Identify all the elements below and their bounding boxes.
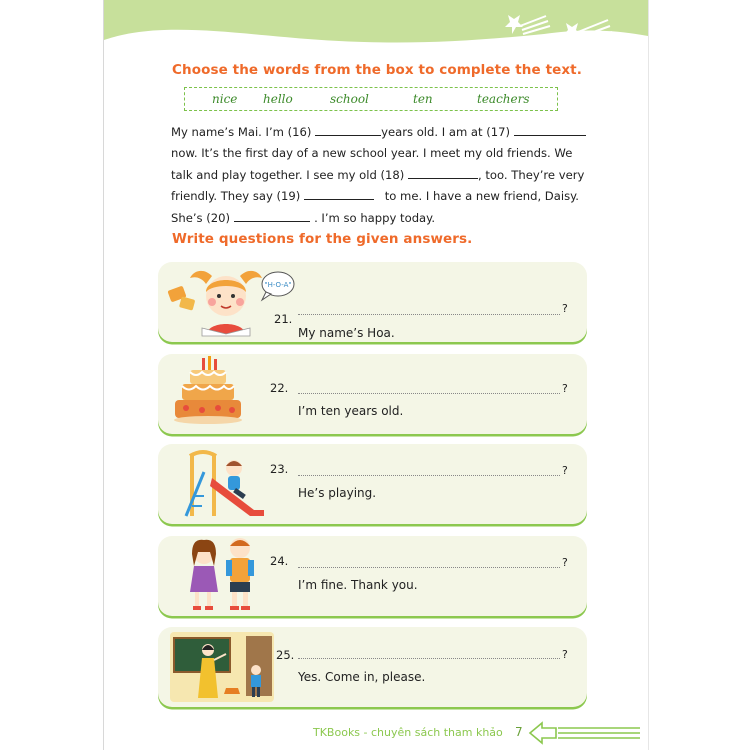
question-mark: ?	[562, 648, 568, 661]
page-number: 7	[515, 725, 523, 739]
text-line	[171, 143, 579, 164]
exercise-2-heading: Write questions for the given answers.	[172, 231, 473, 247]
answer-line[interactable]	[298, 314, 560, 315]
word-box	[184, 87, 558, 111]
answer-line[interactable]	[298, 393, 560, 394]
text-segment: She’s (20)	[171, 210, 231, 225]
header-band	[104, 0, 648, 62]
exercise-1-heading: Choose the words from the box to complete the text.	[172, 62, 582, 78]
given-answer: Yes. Come in, please.	[298, 670, 426, 684]
word-option: ten	[413, 92, 433, 106]
birthday-cake-icon	[172, 356, 244, 426]
boy-on-slide-icon	[182, 448, 266, 520]
question-number: 24.	[270, 554, 289, 568]
text-line	[171, 122, 579, 143]
word-option: nice	[212, 92, 238, 106]
text-segment: friendly. They say (19)	[171, 189, 301, 204]
question-card-25	[158, 627, 587, 707]
question-card-22	[158, 354, 587, 434]
word-option: teachers	[477, 92, 530, 106]
two-children-icon	[184, 530, 262, 614]
question-number: 21.	[274, 312, 293, 326]
text-segment: talk and play together. I see my old (18)	[171, 167, 405, 182]
blank-16[interactable]	[315, 122, 381, 136]
question-mark: ?	[562, 464, 568, 477]
word-option: school	[330, 92, 369, 106]
question-number: 22.	[270, 381, 289, 395]
word-option: hello	[263, 92, 293, 106]
question-card-23	[158, 444, 587, 524]
text-segment: My name’s Mai. I’m (16)	[171, 125, 312, 139]
text-segment: now. It’s the first day of a new school year. I meet my old friends. We	[171, 146, 573, 161]
worksheet-page	[103, 0, 649, 750]
blank-17[interactable]	[514, 122, 586, 136]
text-segment: , too. They’re very	[478, 167, 585, 182]
given-answer: My name’s Hoa.	[298, 326, 395, 340]
arrow-left-icon	[528, 721, 642, 745]
question-number: 23.	[270, 462, 289, 476]
text-segment: years old. I am at (17)	[381, 125, 511, 139]
blank-20[interactable]	[234, 208, 310, 222]
footer-publisher: TKBooks - chuyên sách tham khảo	[313, 726, 503, 739]
question-mark: ?	[562, 382, 568, 395]
answer-line[interactable]	[298, 658, 560, 659]
given-answer: He’s playing.	[298, 486, 377, 500]
speech-bubble-text: "H-O-A"	[264, 281, 292, 289]
question-mark: ?	[562, 302, 568, 315]
girl-reading-icon	[166, 264, 296, 338]
given-answer: I’m fine. Thank you.	[298, 578, 418, 592]
answer-line[interactable]	[298, 567, 560, 568]
given-answer: I’m ten years old.	[298, 404, 404, 418]
fill-in-text	[171, 122, 585, 229]
text-line	[171, 186, 579, 207]
question-card-24	[158, 536, 587, 616]
text-line	[171, 208, 579, 229]
question-number: 25.	[276, 648, 295, 662]
text-line	[171, 165, 585, 186]
blank-18[interactable]	[408, 165, 478, 179]
answer-line[interactable]	[298, 475, 560, 476]
text-segment: to me. I have a new friend, Daisy.	[384, 189, 579, 204]
question-mark: ?	[562, 556, 568, 569]
text-segment: . I’m so happy today.	[314, 210, 436, 225]
question-card-21	[158, 262, 587, 342]
classroom-teacher-icon	[170, 632, 274, 702]
blank-19[interactable]	[304, 186, 374, 200]
